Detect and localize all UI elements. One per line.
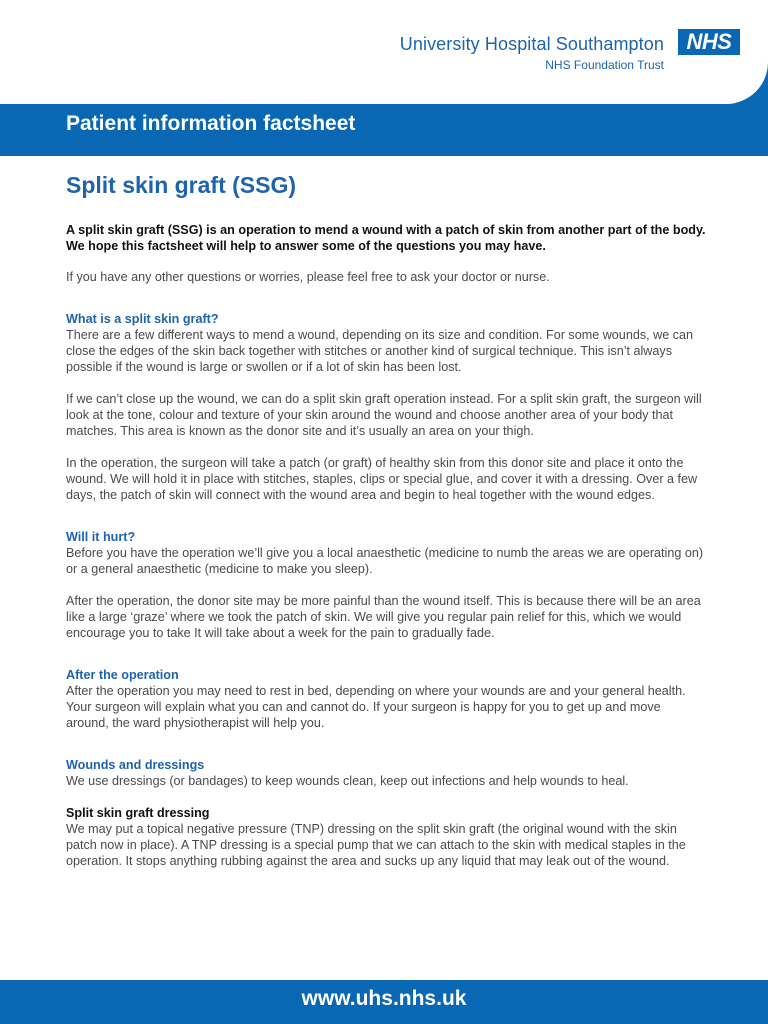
intro-paragraph: If you have any other questions or worries, please feel free to ask your doctor or nurse.: [66, 270, 550, 284]
what-paragraph-3: In the operation, the surgeon will take a patch (or graft) of healthy skin from this donor site and place it onto the wound. We will hold it in place with stitches, staples, clips or special glue, and cover it with a dressing. Over a few days, the patch of skin will connect with the wound area and begin to heal together with the wound edges.: [66, 456, 698, 502]
trust-name: NHS Foundation Trust: [545, 58, 664, 72]
dressing-paragraph-1: We may put a topical negative pressure (TNP) dressing on the split skin graft (the original wound with the skin patch now in place). A TNP dressing is a special pump that we can attach to the skin with medical staples in the operation. It stops anything rubbing against the area and sucks up any liquid that may leak out of the wound.: [66, 822, 686, 868]
page-title: Split skin graft (SSG): [66, 172, 297, 198]
after-paragraph-1: After the operation you may need to rest in bed, depending on where your wounds are and your general health. Your surgeon will explain what you can and cannot do. If your surgeon is happy for you to get up and move around, the ward physiotherapist will help you.: [66, 684, 686, 730]
hurt-paragraph-1: Before you have the operation we’ll give you a local anaesthetic (medicine to numb the areas we are operating on) or a general anaesthetic (medicine to make you sleep).: [66, 546, 704, 576]
lead-paragraph: A split skin graft (SSG) is an operation to mend a wound with a patch of skin from another part of the body. We hope this factsheet will help to answer some of the questions you may have.: [66, 223, 706, 253]
heading-split-skin-graft-dressing: Split skin graft dressing: [66, 806, 210, 820]
organisation-name: University Hospital Southampton: [399, 34, 664, 54]
nhs-logo: NHS: [678, 29, 740, 55]
heading-will-it-hurt: Will it hurt?: [66, 530, 136, 544]
heading-what-is: What is a split skin graft?: [66, 312, 219, 326]
footer-url[interactable]: www.uhs.nhs.uk: [0, 980, 768, 1024]
heading-after-operation: After the operation: [66, 668, 179, 682]
what-paragraph-2: If we can’t close up the wound, we can do a split skin graft operation instead. For a split skin graft, the surgeon will look at the tone, colour and texture of your skin around the wound and choose another area of your body that matches. This area is known as the donor site and it’s usually an area on your thigh.: [66, 392, 702, 438]
document-body: [66, 222, 706, 869]
what-paragraph-1: There are a few different ways to mend a wound, depending on its size and condition. For some wounds, we can close the edges of the skin back together with stitches or another kind of surgical technique. This isn’t always possible if the wound is large or swollen or if a lot of skin has been lost.: [66, 328, 694, 374]
wounds-paragraph-1: We use dressings (or bandages) to keep wounds clean, keep out infections and help wounds to heal.: [66, 774, 629, 788]
hurt-paragraph-2: After the operation, the donor site may be more painful than the wound itself. This is because there will be an area like a large ‘graze’ where we took the patch of skin. We will give you regular pain relief for this, which we would encourage you to take It will take about a week for the pain to gradually fade.: [66, 594, 701, 640]
factsheet-label: Patient information factsheet: [66, 112, 356, 135]
heading-wounds-dressings: Wounds and dressings: [66, 758, 205, 772]
